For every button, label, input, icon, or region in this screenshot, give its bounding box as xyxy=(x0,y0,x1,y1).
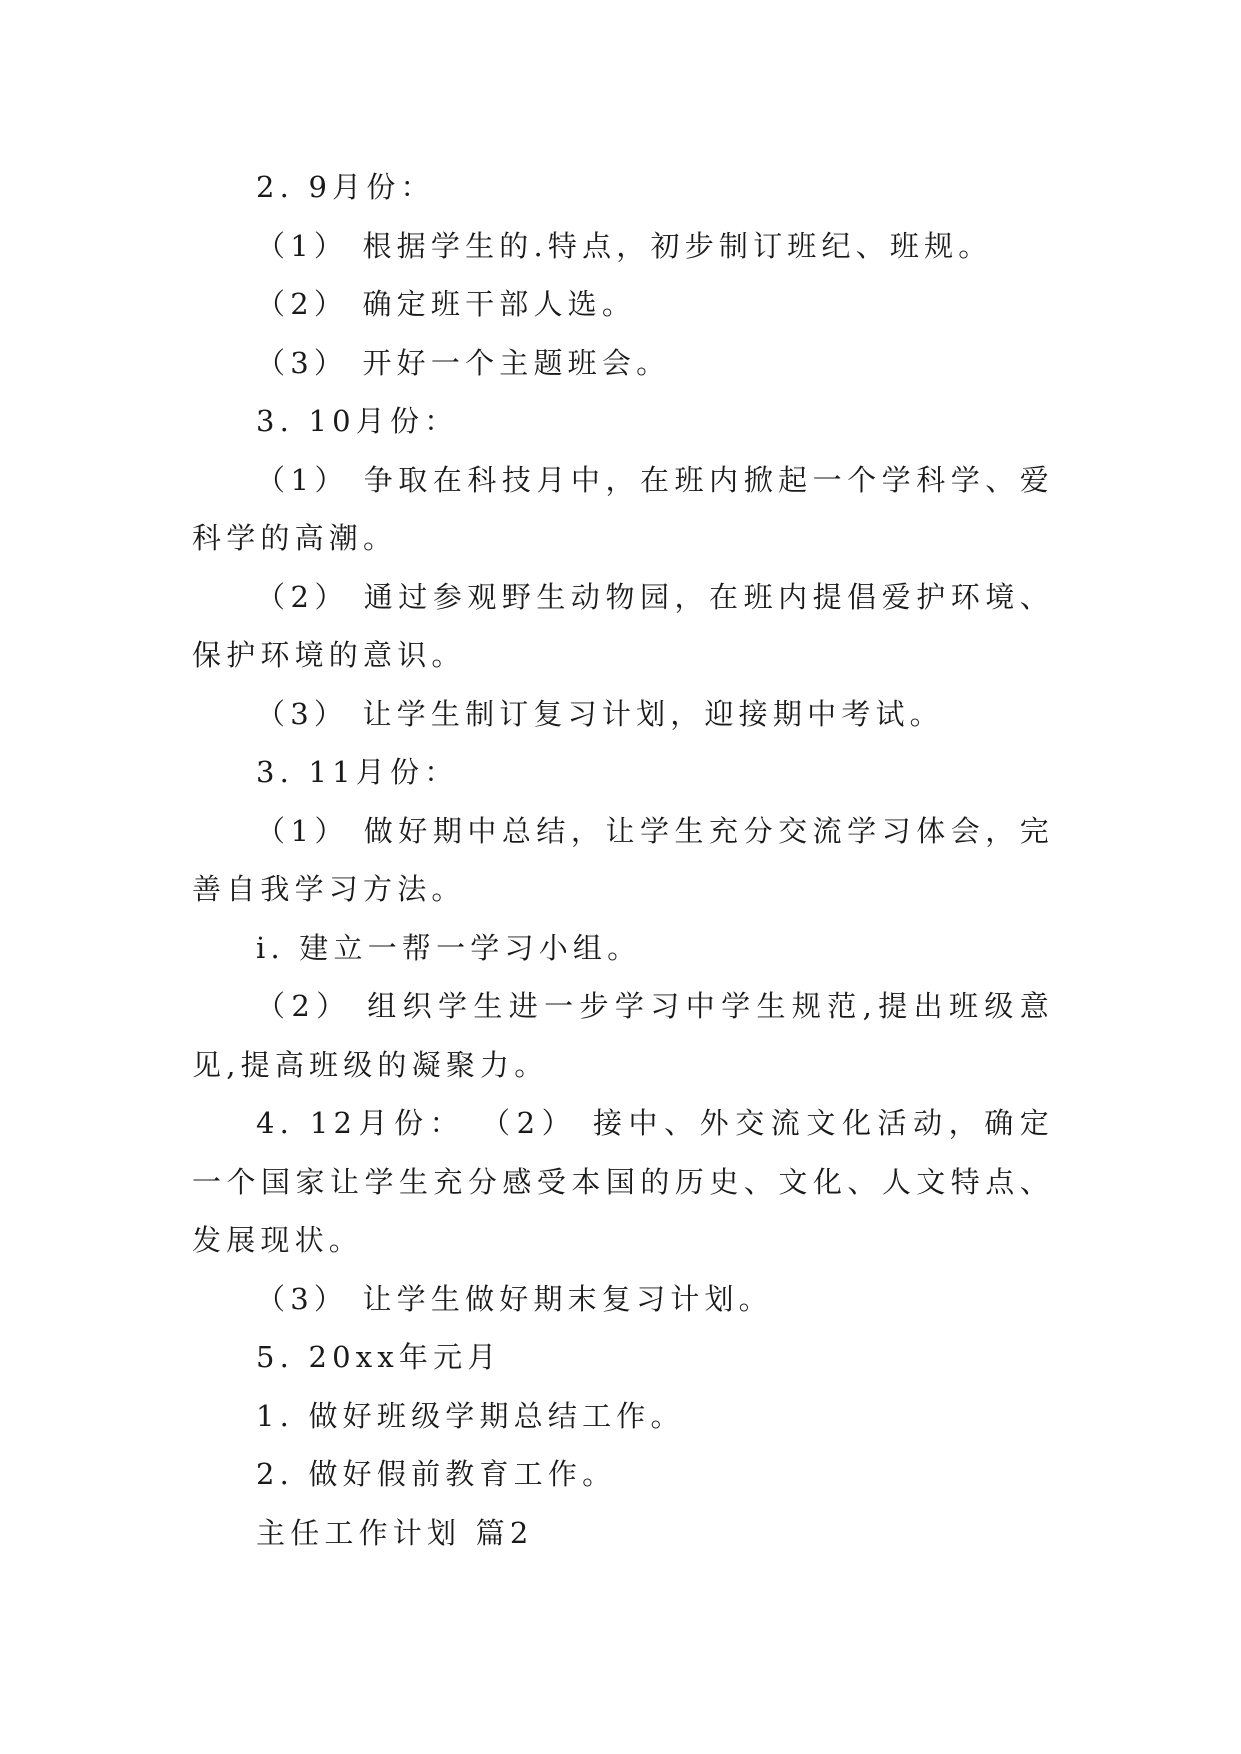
paragraph: 2. 9月份： xyxy=(256,170,435,204)
paragraph: （3） 开好一个主题班会。 xyxy=(256,345,671,380)
document-body xyxy=(192,158,1054,1562)
paragraph: （2） 组织学生进一步学习中学生规范,提出班级意见,提高班级的凝聚力。 xyxy=(192,989,1054,1082)
paragraph: （1） 争取在科技月中，在班内掀起一个学科学、爱科学的高潮。 xyxy=(192,462,1054,555)
section-heading: 主任工作计划 篇2 xyxy=(256,1515,534,1550)
paragraph: i. 建立一帮一学习小组。 xyxy=(256,930,642,965)
paragraph: 4. 12月份： （2） 接中、外交流文化活动，确定一个国家让学生充分感受本国的历史、文化、人文特点、发展现状。 xyxy=(192,1106,1054,1257)
paragraph: （2） 确定班干部人选。 xyxy=(256,287,637,321)
paragraph: 3. 10月份： xyxy=(256,404,459,438)
paragraph: 1. 做好班级学期总结工作。 xyxy=(256,1398,685,1433)
paragraph: 3. 11月份： xyxy=(256,755,459,789)
paragraph: （2） 通过参观野生动物园，在班内提倡爱护环境、保护环境的意识。 xyxy=(192,579,1054,672)
paragraph: （3） 让学生做好期末复习计划。 xyxy=(256,1281,773,1316)
paragraph: （1） 做好期中总结，让学生充分交流学习体会，完善自我学习方法。 xyxy=(192,813,1054,906)
paragraph: 2. 做好假前教育工作。 xyxy=(256,1457,617,1491)
paragraph: （3） 让学生制订复习计划，迎接期中考试。 xyxy=(256,696,944,731)
paragraph: （1） 根据学生的.特点，初步制订班纪、班规。 xyxy=(256,228,993,263)
paragraph: 5. 20xx年元月 xyxy=(256,1340,502,1374)
